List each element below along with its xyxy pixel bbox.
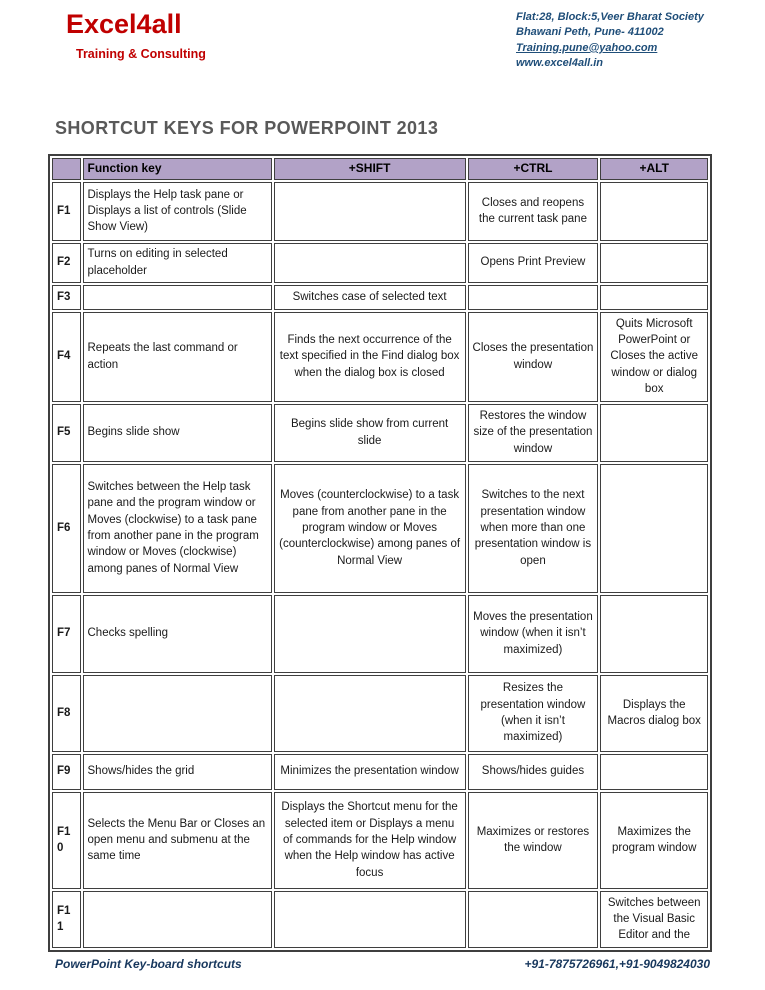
alt-cell	[600, 243, 708, 283]
ctrl-cell: Maximizes or restores the window	[468, 792, 599, 889]
header-cell-shift: +SHIFT	[274, 158, 466, 180]
table-row	[52, 595, 708, 673]
shift-cell: Moves (counterclockwise) to a task pane from another pane in the program window or Moves (counterclockwise) among panes of Normal View	[274, 464, 466, 593]
alt-cell	[600, 404, 708, 462]
logo-title: Excel4all	[66, 9, 182, 39]
shift-cell	[274, 595, 466, 673]
function-cell	[83, 285, 272, 310]
table-row	[52, 792, 708, 889]
key-cell: F10	[52, 792, 81, 889]
shift-cell: Switches case of selected text	[274, 285, 466, 310]
ctrl-cell: Moves the presentation window (when it isn’t maximized)	[468, 595, 599, 673]
shift-cell: Finds the next occurrence of the text specified in the Find dialog box when the dialog box is closed	[274, 312, 466, 402]
key-cell: F11	[52, 891, 81, 948]
ctrl-cell: Resizes the presentation window (when it isn’t maximized)	[468, 675, 599, 752]
key-cell: F2	[52, 243, 81, 283]
shift-cell: Minimizes the presentation window	[274, 754, 466, 790]
header-cell-function: Function key	[83, 158, 272, 180]
function-cell: Switches between the Help task pane and the program window or Moves (clockwise) to a task pane from another pane in the program window or Moves (clockwise) among panes of Normal View	[83, 464, 272, 593]
contact-email-link[interactable]: Training.pune@yahoo.com	[516, 41, 658, 54]
alt-cell: Maximizes the program window	[600, 792, 708, 889]
function-cell: Shows/hides the grid	[83, 754, 272, 790]
key-cell: F9	[52, 754, 81, 790]
header-cell-key	[52, 158, 81, 180]
ctrl-cell: Closes and reopens the current task pane	[468, 182, 599, 241]
alt-cell	[600, 595, 708, 673]
footer-phone-numbers: +91-7875726961,+91-9049824030	[524, 956, 710, 971]
table-row	[52, 675, 708, 752]
contact-address-line2: Bhawani Peth, Pune- 411002	[516, 26, 664, 39]
function-cell: Turns on editing in selected placeholder	[83, 243, 272, 283]
key-cell: F7	[52, 595, 81, 673]
table-header-row	[52, 158, 708, 180]
shortcut-table-container	[48, 154, 712, 952]
page-footer	[55, 957, 710, 971]
contact-info	[516, 10, 708, 72]
shortcut-table	[48, 154, 712, 952]
key-cell: F4	[52, 312, 81, 402]
key-cell: F1	[52, 182, 81, 241]
footer-left-text: PowerPoint Key-board shortcuts	[55, 956, 242, 971]
function-cell	[83, 675, 272, 752]
page-header	[0, 0, 765, 72]
logo-subtitle: Training & Consulting	[76, 46, 206, 61]
contact-website: www.excel4all.in	[516, 57, 604, 70]
shift-cell: Displays the Shortcut menu for the selected item or Displays a menu of commands for the Help window when the Help window has active focus	[274, 792, 466, 889]
function-cell: Selects the Menu Bar or Closes an open menu and submenu at the same time	[83, 792, 272, 889]
ctrl-cell: Opens Print Preview	[468, 243, 599, 283]
shift-cell	[274, 675, 466, 752]
ctrl-cell: Closes the presentation window	[468, 312, 599, 402]
alt-cell: Displays the Macros dialog box	[600, 675, 708, 752]
ctrl-cell: Switches to the next presentation window when more than one presentation window is open	[468, 464, 599, 593]
key-cell: F8	[52, 675, 81, 752]
table-row	[52, 243, 708, 283]
alt-cell: Switches between the Visual Basic Editor and the	[600, 891, 708, 948]
shift-cell	[274, 243, 466, 283]
alt-cell	[600, 464, 708, 593]
header-cell-alt: +ALT	[600, 158, 708, 180]
table-row	[52, 182, 708, 241]
table-row	[52, 404, 708, 462]
function-cell: Checks spelling	[83, 595, 272, 673]
function-cell	[83, 891, 272, 948]
page-title: SHORTCUT KEYS FOR POWERPOINT 2013	[55, 117, 439, 138]
alt-cell	[600, 754, 708, 790]
shift-cell: Begins slide show from current slide	[274, 404, 466, 462]
ctrl-cell	[468, 891, 599, 948]
shift-cell	[274, 891, 466, 948]
alt-cell	[600, 285, 708, 310]
company-logo	[66, 10, 206, 61]
key-cell: F5	[52, 404, 81, 462]
table-row	[52, 754, 708, 790]
contact-address-line1: Flat:28, Block:5,Veer Bharat Society	[516, 11, 704, 23]
alt-cell: Quits Microsoft PowerPoint or Closes the active window or dialog box	[600, 312, 708, 402]
table-row	[52, 285, 708, 310]
ctrl-cell	[468, 285, 599, 310]
function-cell: Displays the Help task pane or Displays a list of controls (Slide Show View)	[83, 182, 272, 241]
alt-cell	[600, 182, 708, 241]
function-cell: Repeats the last command or action	[83, 312, 272, 402]
key-cell: F3	[52, 285, 81, 310]
table-row	[52, 891, 708, 948]
header-cell-ctrl: +CTRL	[468, 158, 599, 180]
ctrl-cell: Shows/hides guides	[468, 754, 599, 790]
table-row	[52, 312, 708, 402]
key-cell: F6	[52, 464, 81, 593]
shift-cell	[274, 182, 466, 241]
table-row	[52, 464, 708, 593]
ctrl-cell: Restores the window size of the presentation window	[468, 404, 599, 462]
function-cell: Begins slide show	[83, 404, 272, 462]
